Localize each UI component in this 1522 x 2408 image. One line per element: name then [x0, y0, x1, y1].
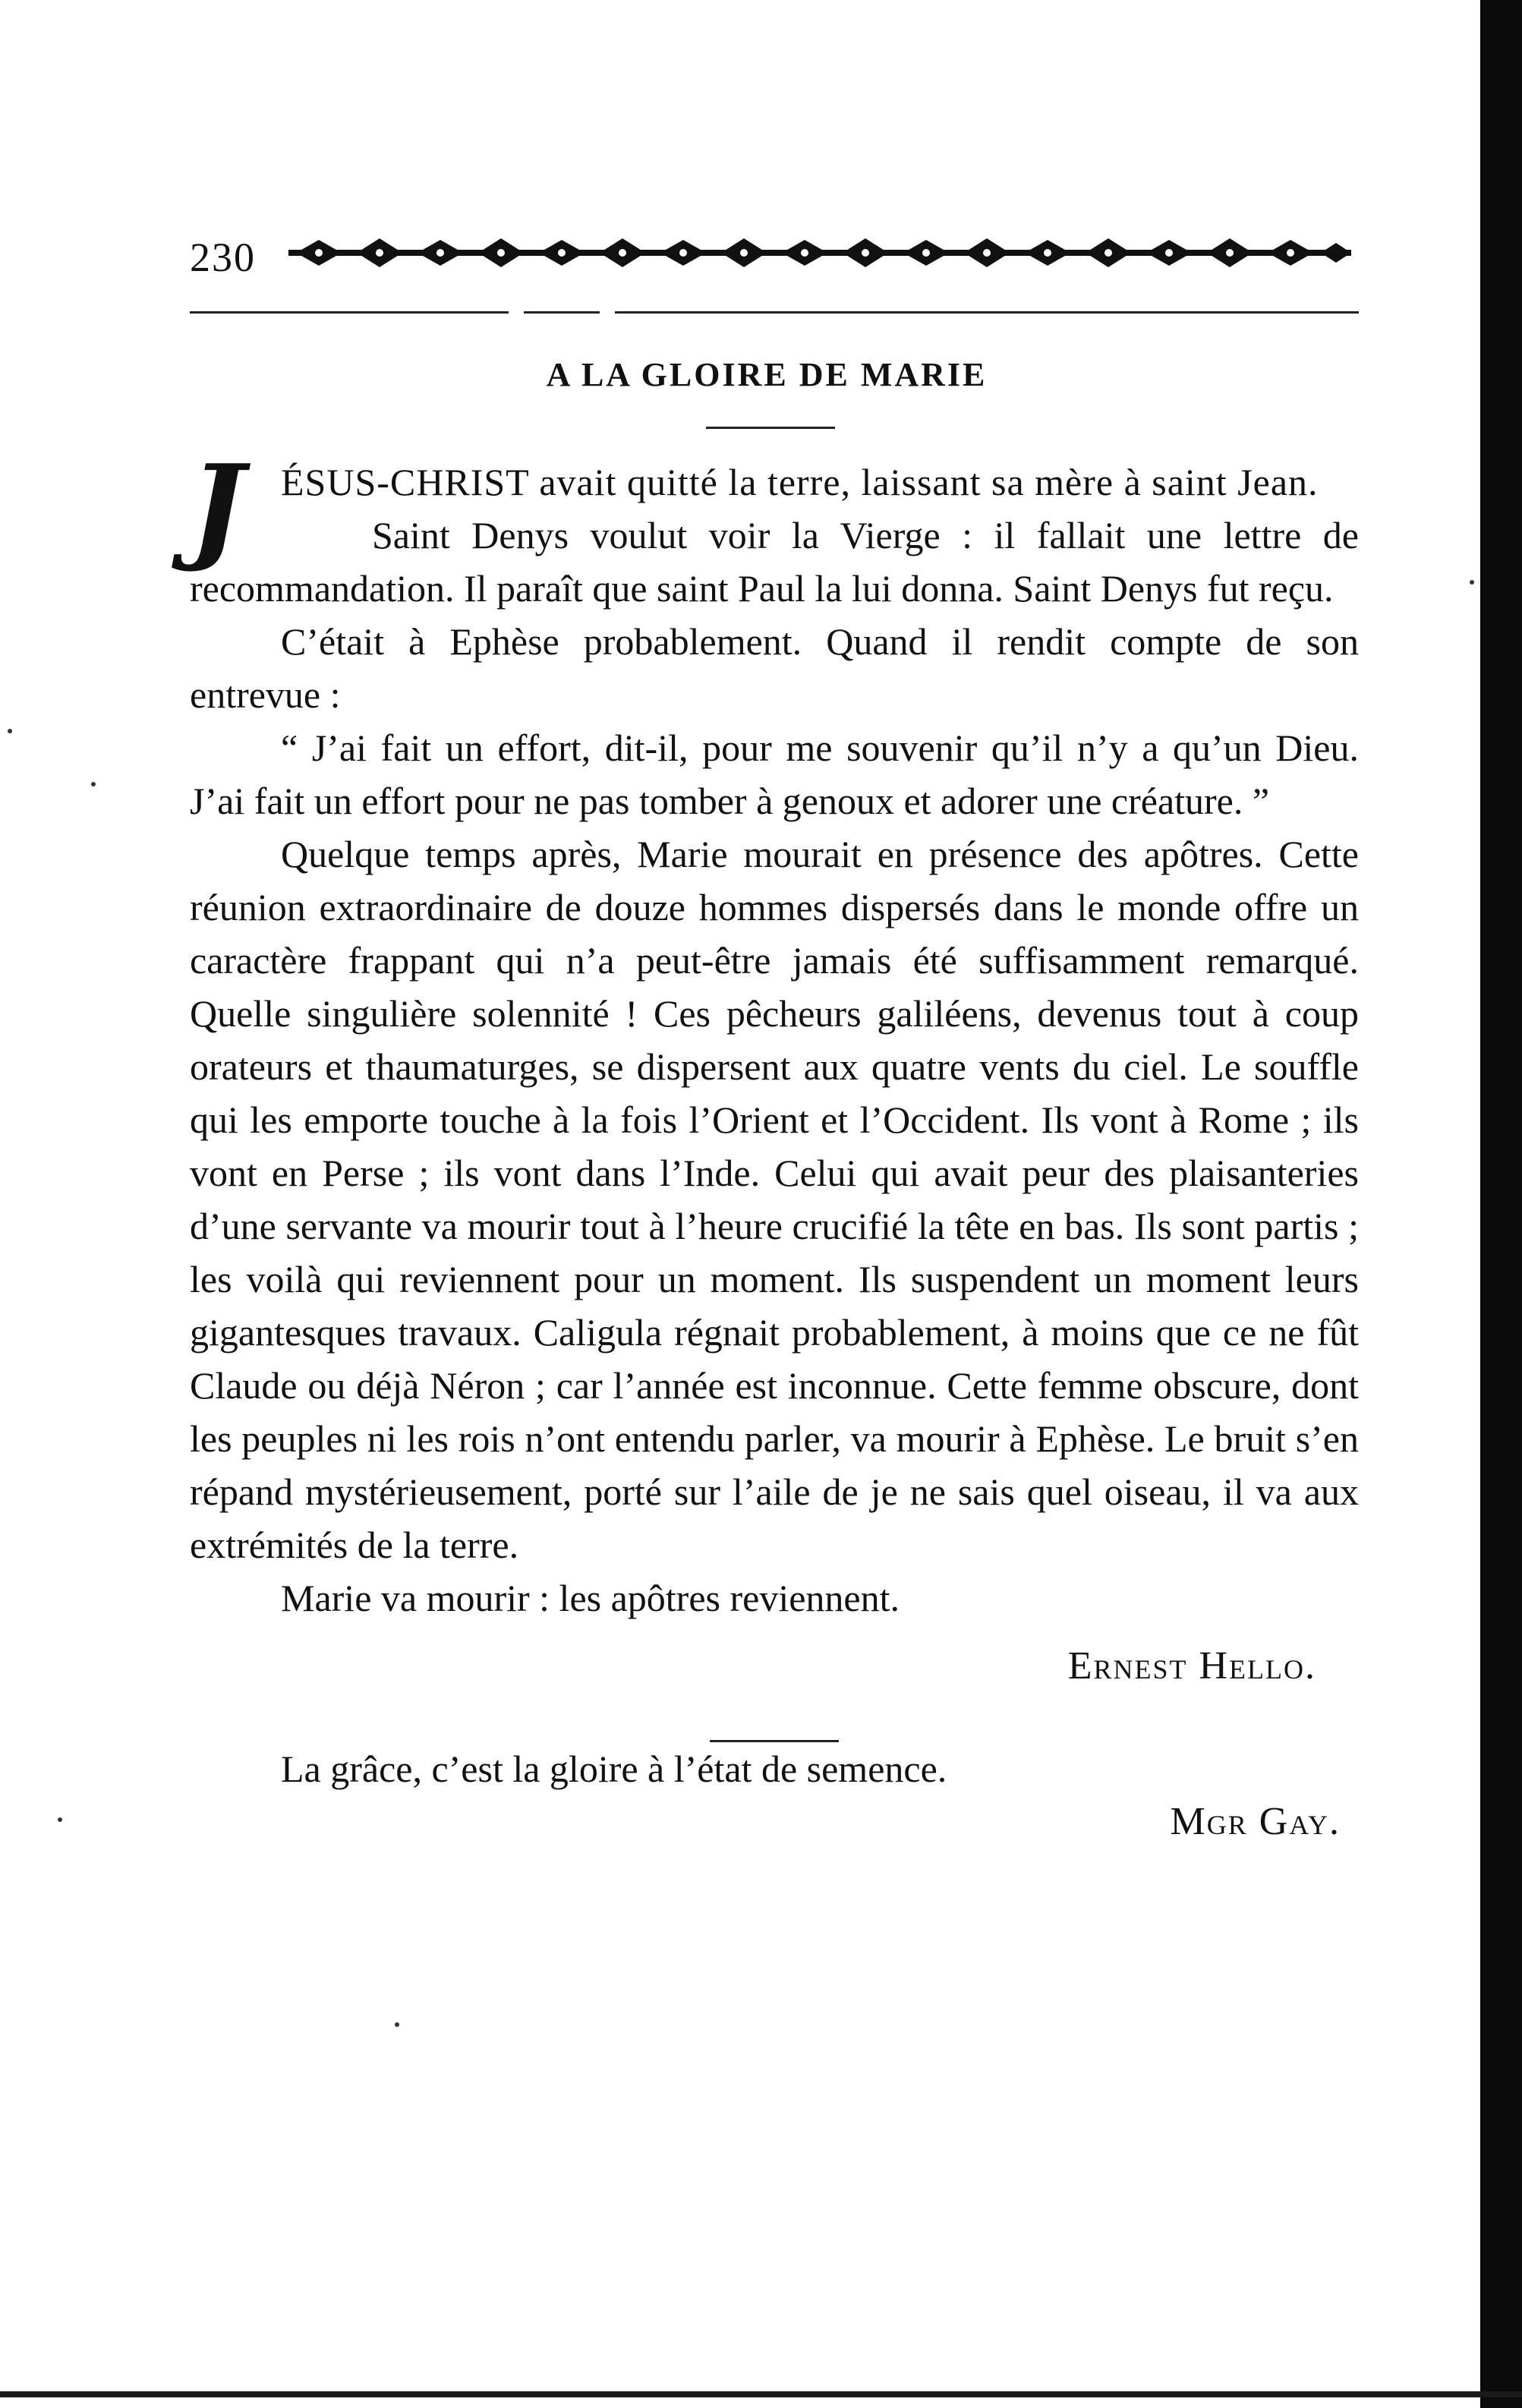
paragraph: Quelque temps après, Marie mourait en présence des apôtres. Cette réunion extraordinaire de douze hommes dispersés dans le monde offre un caractère frappant qui n’a peut-être jamais été suffisamment remarqué. Quelle singulière solennité ! Ces pêcheurs galiléens, devenus tout à coup orateurs et thaumaturges, se dispersent aux quatre vents du ciel. Le souffle qui les emporte touche à la fois l’Orient et l’Occident. Ils vont à Rome ; ils vont en Perse ; ils vont dans l’Inde. Celui qui avait peur des plaisanteries d’une servante va mourir tout à l’heure crucifié la tête en bas. Ils sont partis ; les voilà qui reviennent pour un moment. Ils suspendent un moment leurs gigantesques travaux. Caligula régnait probablement, à moins que ce ne fût Claude ou déjà Néron ; car l’année est inconnue. Cette femme obscure, dont les peuples ni les rois n’ont entendu parler, va mourir à Ephèse. Le bruit s’en répand mystérieusement, porté sur l’aile de je ne sais quel oiseau, il va aux extrémités de la terre.	[190, 833, 1359, 1566]
running-head	[175, 228, 1359, 288]
scan-speck	[8, 729, 12, 733]
book-page	[175, 228, 1359, 1843]
maxim-author: Mgr Gay.	[1170, 1800, 1341, 1843]
paragraph: Saint Denys voulut voir la Vierge : il fallait une lettre de recommandation. Il paraît que saint Paul la lui donna. Saint Denys fut reçu.	[190, 514, 1359, 610]
scan-bottom-edge	[0, 2391, 1522, 2397]
scan-edge-bar	[1480, 0, 1522, 2408]
paragraph: C’était à Ephèse probablement. Quand il rendit compte de son entrevue :	[190, 620, 1359, 716]
ornament-icon	[288, 235, 1351, 270]
paragraph: JÉSUS-CHRIST avait quitté la terre, laissant sa mère à saint Jean.	[190, 439, 1319, 575]
maxim-text: La grâce, c’est la gloire à l’état de semence.	[281, 1748, 947, 1790]
article-body	[190, 439, 1359, 1849]
quotation-paragraph: “ J’ai fait un effort, dit-il, pour me souvenir qu’il n’y a qu’un Dieu. J’ai fait un effort pour ne pas tomber à genoux et adorer une créature. ”	[190, 726, 1359, 822]
header-rule	[190, 311, 509, 314]
scan-speck	[58, 1817, 62, 1822]
paragraph: Marie va mourir : les apôtres reviennent.	[281, 1577, 900, 1619]
author-signature: Ernest Hello.	[1067, 1644, 1316, 1688]
header-rule	[615, 311, 1359, 314]
scan-speck	[1470, 580, 1474, 585]
title-rule	[706, 427, 835, 429]
drop-cap: J	[190, 439, 244, 575]
scan-speck	[395, 2022, 399, 2027]
article-title: A LA GLOIRE DE MARIE	[546, 356, 988, 393]
header-rule	[524, 311, 600, 314]
page-number: 230	[190, 235, 256, 280]
scan-speck	[91, 782, 96, 786]
